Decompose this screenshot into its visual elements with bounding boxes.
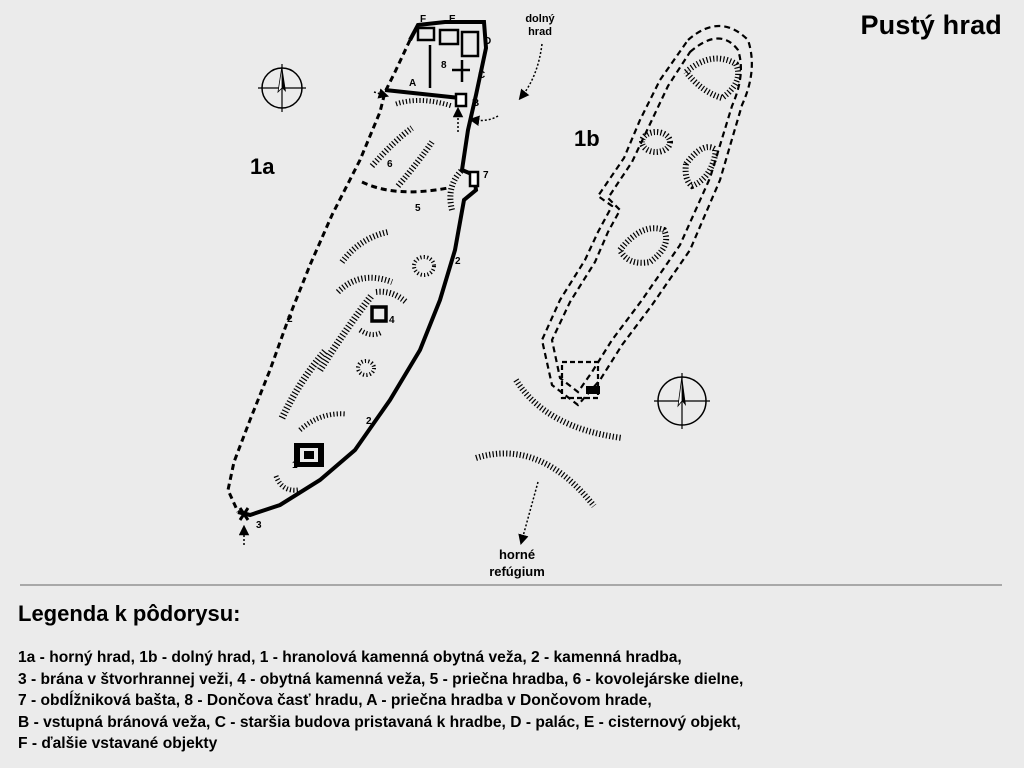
horne-refugium-label-line2: refúgium [489,564,545,579]
plan-label-e: E [449,14,456,25]
legend-heading: Legenda k pôdorysu: [18,601,241,626]
plan-label-5: 5 [415,203,421,214]
legend-line: B - vstupná bránová veža, C - staršia budova pristavaná k hradbe, D - palác, E - cisternový objekt, [18,713,741,731]
plan-label-4: 4 [389,315,395,326]
page-title: Pustý hrad [860,10,1002,40]
lower-castle-outline-outer [542,26,752,405]
part-label-1a: 1a [250,154,275,179]
donc-castle-part [418,28,478,88]
west-wall-dashed [228,40,410,512]
plan-label-3: 3 [256,520,262,531]
dolny-hrad-label-line1: dolný [525,13,555,25]
plan-label-d: D [484,36,492,47]
plan-label-8: 8 [441,60,447,71]
gate-tower-b [456,94,466,106]
legend-line: F - ďalšie vstavané objekty [18,735,218,753]
plan-label-2-south: 2 [366,416,372,427]
lower-castle-tower-core [586,386,600,394]
part-label-1b: 1b [574,126,600,151]
compass-rose-1b [654,373,710,429]
bastion-7 [470,172,478,186]
lower-castle-terrain [476,59,738,506]
plan-label-a: A [409,78,417,89]
lower-castle-arrows [522,44,542,540]
legend-line: 7 - obdĺžniková bašta, 8 - Dončova časť hradu, A - priečna hradba v Dončovom hrade, [18,692,652,710]
plan-label-1: 1 [292,460,298,471]
section-divider [20,584,1002,586]
plan-label-2-north: 2 [455,256,461,267]
stone-tower-4 [372,307,386,321]
plan-label-b: B [472,98,480,109]
dolny-hrad-label-line2: hrad [528,26,552,38]
upper-castle-plan [228,14,498,545]
plan-label-6: 6 [387,159,393,170]
legend-line: 3 - brána v štvorhrannej veži, 4 - obytná kamenná veža, 5 - priečna hradba, 6 - kovolejárske dielne, [18,670,744,688]
horne-refugium-label-line1: horné [498,547,536,562]
plan-label-7: 7 [483,170,489,181]
cross-wall-5 [362,182,448,192]
plan-label-f: F [420,14,427,25]
stone-tower-1 [294,443,324,467]
compass-rose-1a [258,64,306,112]
plan-label-c: C [478,70,486,81]
plan-label-2-west: 2 [287,314,293,325]
legend-text [18,647,743,755]
lower-castle-plan [476,13,752,579]
legend-line: 1a - horný hrad, 1b - dolný hrad, 1 - hranolová kamenná obytná veža, 2 - kamenná hradba, [18,649,682,666]
cross-wall-a [385,90,460,98]
